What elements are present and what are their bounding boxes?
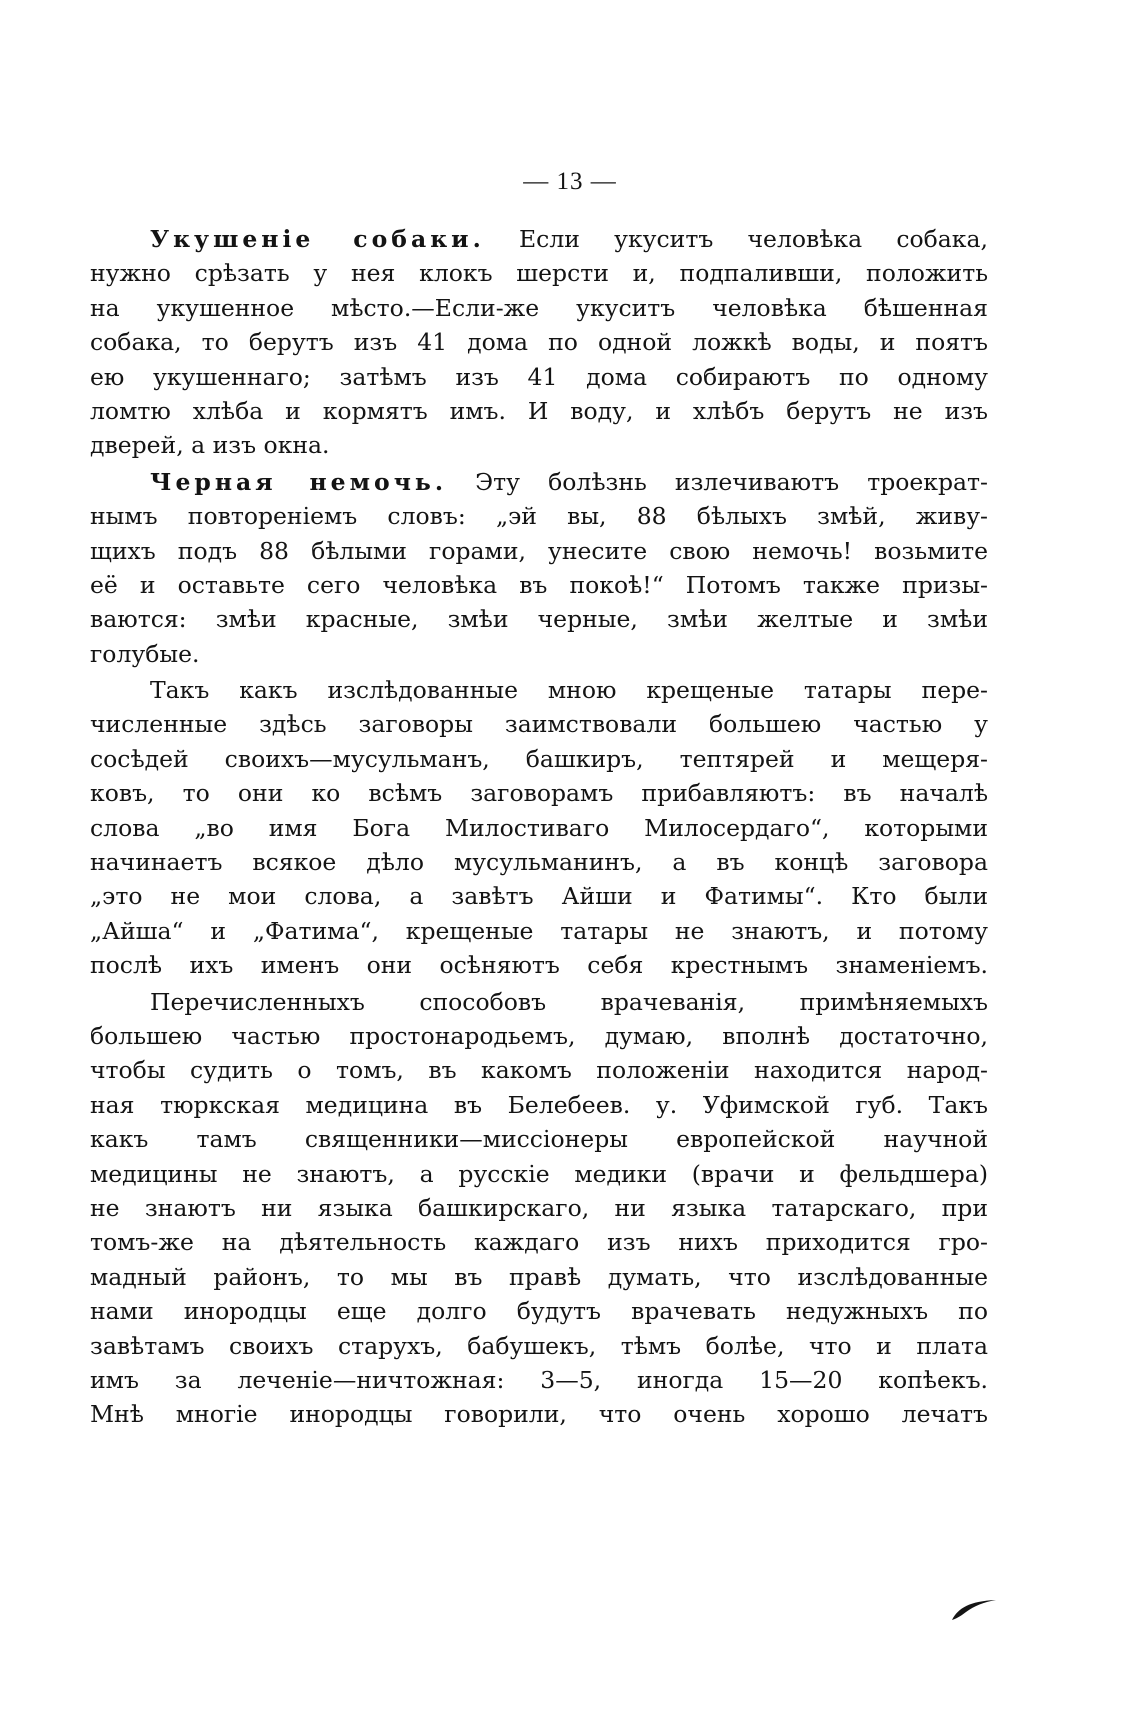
- text-line: большею частью простонародьемъ, думаю, вполнѣ достаточно,: [90, 1021, 988, 1050]
- text-line: ломтю хлѣба и кормятъ имъ. И воду, и хлѣбъ берутъ не изъ: [90, 396, 988, 425]
- text-line: Такъ какъ изслѣдованные мною крещеные татары пере-: [150, 676, 988, 705]
- text-line: ная тюркская медицина въ Белебеев. у. Уфимской губ. Такъ: [90, 1090, 988, 1119]
- text-line: слова „во имя Бога Милостиваго Милосердаго“, которыми: [90, 813, 988, 842]
- text-line: завѣтамъ своихъ старухъ, бабушекъ, тѣмъ болѣе, что и плата: [90, 1331, 988, 1360]
- text-line: нымъ повтореніемъ словъ: „эй вы, 88 бѣлыхъ змѣй, живу-: [90, 502, 988, 531]
- section-heading: Укушеніе собаки.: [150, 225, 485, 253]
- text-line: не знаютъ ни языка башкирскаго, ни языка татарскаго, при: [90, 1193, 988, 1222]
- text-line: Мнѣ многіе инородцы говорили, что очень хорошо лечатъ: [90, 1400, 988, 1429]
- text-line: нами инородцы еще долго будутъ врачевать недужныхъ по: [90, 1297, 988, 1326]
- text-line: „Айша“ и „Фатима“, крещеные татары не знаютъ, и потому: [90, 916, 988, 945]
- text-line: щихъ подъ 88 бѣлыми горами, унесите свою немочь! возьмите: [90, 536, 988, 565]
- text-line: Укушеніе собаки. Если укуситъ человѣка собака,: [150, 225, 988, 253]
- text-line: Перечисленныхъ способовъ врачеванія, примѣняемыхъ: [150, 987, 988, 1016]
- section-heading: Черная немочь.: [150, 467, 448, 496]
- text-line: послѣ ихъ именъ они осѣняютъ себя крестнымъ знаменіемъ.: [90, 951, 988, 980]
- paragraph-dog-bite: [90, 222, 988, 463]
- quill-mark-icon: [950, 1596, 998, 1622]
- text-line: начинаетъ всякое дѣло мусульманинъ, а въ концѣ заговора: [90, 848, 988, 877]
- text-line: чтобы судить о томъ, въ какомъ положеніи находится народ-: [90, 1056, 988, 1085]
- text-line: сосѣдей своихъ—мусульманъ, башкиръ, тептярей и мещеря-: [90, 744, 988, 773]
- text-line: ваются: змѣи красные, змѣи черные, змѣи желтые и змѣи: [90, 605, 988, 634]
- text-line: дверей, а изъ окна.: [90, 431, 330, 460]
- text-line: на укушенное мѣсто.—Если-же укуситъ человѣка бѣшенная: [90, 293, 988, 322]
- page-number: — 13 —: [523, 168, 617, 195]
- body-text: [90, 222, 988, 1434]
- text-line: численные здѣсь заговоры заимствовали большею частью у: [90, 710, 988, 739]
- text-line: её и оставьте сего человѣка въ покоѣ!“ Потомъ также призы-: [90, 570, 988, 599]
- paragraph-borrowed-charms: [90, 673, 988, 983]
- text-line: „это не мои слова, а завѣтъ Айши и Фатимы“. Кто были: [90, 882, 988, 911]
- paragraph-folk-medicine: [90, 985, 988, 1432]
- text-line: голубые.: [90, 639, 200, 668]
- paragraph-epilepsy: [90, 465, 988, 671]
- text-line: ею укушеннаго; затѣмъ изъ 41 дома собираютъ по одному: [90, 362, 988, 391]
- text-line: ковъ, то они ко всѣмъ заговорамъ прибавляютъ: въ началѣ: [90, 779, 988, 808]
- text-line: нужно срѣзать у нея клокъ шерсти и, подпаливши, положить: [90, 259, 988, 288]
- text-line: какъ тамъ священники—миссіонеры европейской научной: [90, 1125, 988, 1154]
- text-line: собака, то берутъ изъ 41 дома по одной ложкѣ воды, и поятъ: [90, 328, 988, 357]
- text-line: медицины не знаютъ, а русскіе медики (врачи и фельдшера): [90, 1159, 988, 1188]
- text-line: Черная немочь. Эту болѣзнь излечиваютъ троекрат-: [150, 467, 988, 496]
- text-line: мадный районъ, то мы въ правѣ думать, что изслѣдованные: [90, 1262, 988, 1291]
- text-line: томъ-же на дѣятельность каждаго изъ нихъ приходится гро-: [90, 1228, 988, 1257]
- text-line: имъ за леченіе—ничтожная: 3—5, иногда 15—20 копѣекъ.: [90, 1365, 988, 1394]
